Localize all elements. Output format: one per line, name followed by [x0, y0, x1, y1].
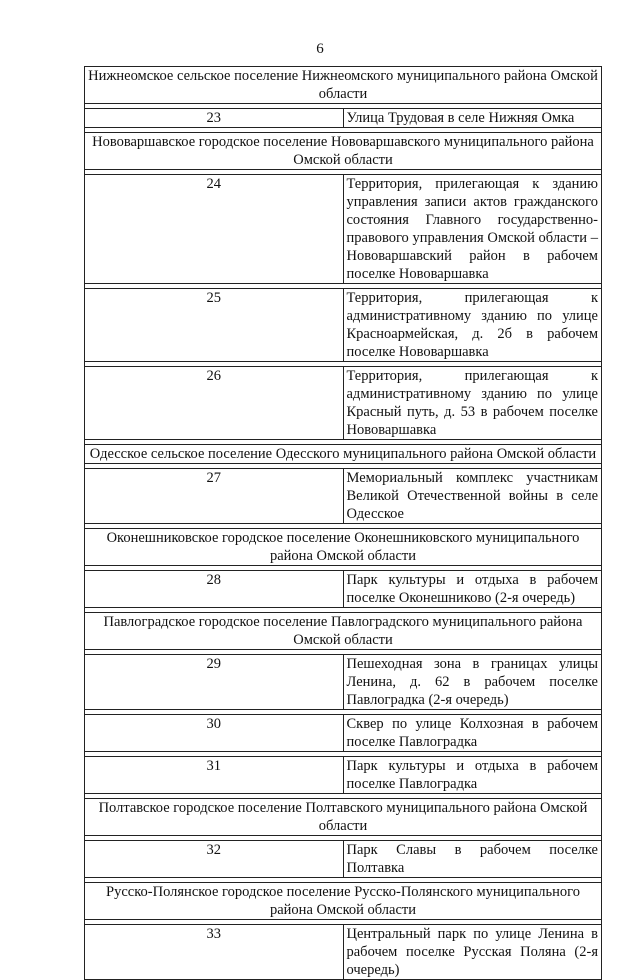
table-row: [85, 715, 602, 752]
row-number: 33: [85, 925, 344, 980]
section-heading: Нововаршавское городское поселение Нововаршавского муниципального района Омской области: [85, 133, 602, 170]
row-text: Парк Славы в рабочем поселке Полтавка: [343, 841, 602, 878]
row-number: 29: [85, 655, 344, 710]
row-text: Центральный парк по улице Ленина в рабочем поселке Русская Поляна (2-я очередь): [343, 925, 602, 980]
table-row: [85, 367, 602, 440]
row-number: 30: [85, 715, 344, 752]
section-heading: Русско-Полянское городское поселение Русско-Полянского муниципального района Омской области: [85, 883, 602, 920]
row-number: 24: [85, 175, 344, 284]
row-number: 23: [85, 109, 344, 128]
table-row: [85, 925, 602, 980]
table-row: [85, 841, 602, 878]
page-number: 6: [316, 41, 324, 57]
section-heading: Павлоградское городское поселение Павлоградского муниципального района Омской области: [85, 613, 602, 650]
table-body: [85, 67, 602, 980]
table-row: [85, 109, 602, 128]
row-text: Парк культуры и отдыха в рабочем поселке Оконешниково (2-я очередь): [343, 571, 602, 608]
row-text: Территория, прилегающая к административному зданию по улице Красноармейская, д. 2б в рабочем поселке Нововаршавка: [343, 289, 602, 362]
section-heading: Полтавское городское поселение Полтавского муниципального района Омской области: [85, 799, 602, 836]
section-row: [85, 445, 602, 464]
row-text: Пешеходная зона в границах улицы Ленина, д. 62 в рабочем поселке Павлоградка (2-я очередь): [343, 655, 602, 710]
row-number: 26: [85, 367, 344, 440]
row-text: Мемориальный комплекс участникам Великой Отечественной войны в селе Одесское: [343, 469, 602, 524]
section-row: [85, 883, 602, 920]
table-row: [85, 757, 602, 794]
section-heading: Одесское сельское поселение Одесского муниципального района Омской области: [85, 445, 602, 464]
row-text: Территория, прилегающая к зданию управления записи актов гражданского состояния Главного государственно-правового управления Омской области – Нововаршавский район в рабочем поселке Нововаршавка: [343, 175, 602, 284]
section-heading: Нижнеомское сельское поселение Нижнеомского муниципального района Омской области: [85, 67, 602, 104]
row-number: 25: [85, 289, 344, 362]
section-row: [85, 67, 602, 104]
section-row: [85, 529, 602, 566]
section-heading: Оконешниковское городское поселение Оконешниковского муниципального района Омской области: [85, 529, 602, 566]
row-text: Улица Трудовая в селе Нижняя Омка: [343, 109, 602, 128]
table-row: [85, 469, 602, 524]
territory-table: [84, 66, 602, 980]
row-number: 32: [85, 841, 344, 878]
row-number: 28: [85, 571, 344, 608]
row-text: Парк культуры и отдыха в рабочем поселке Павлоградка: [343, 757, 602, 794]
table-row: [85, 175, 602, 284]
section-row: [85, 613, 602, 650]
row-number: 27: [85, 469, 344, 524]
table-row: [85, 571, 602, 608]
row-text: Территория, прилегающая к административному зданию по улице Красный путь, д. 53 в рабочем поселке Нововаршавка: [343, 367, 602, 440]
table-row: [85, 289, 602, 362]
table-row: [85, 655, 602, 710]
section-row: [85, 799, 602, 836]
row-text: Сквер по улице Колхозная в рабочем поселке Павлоградка: [343, 715, 602, 752]
section-row: [85, 133, 602, 170]
row-number: 31: [85, 757, 344, 794]
